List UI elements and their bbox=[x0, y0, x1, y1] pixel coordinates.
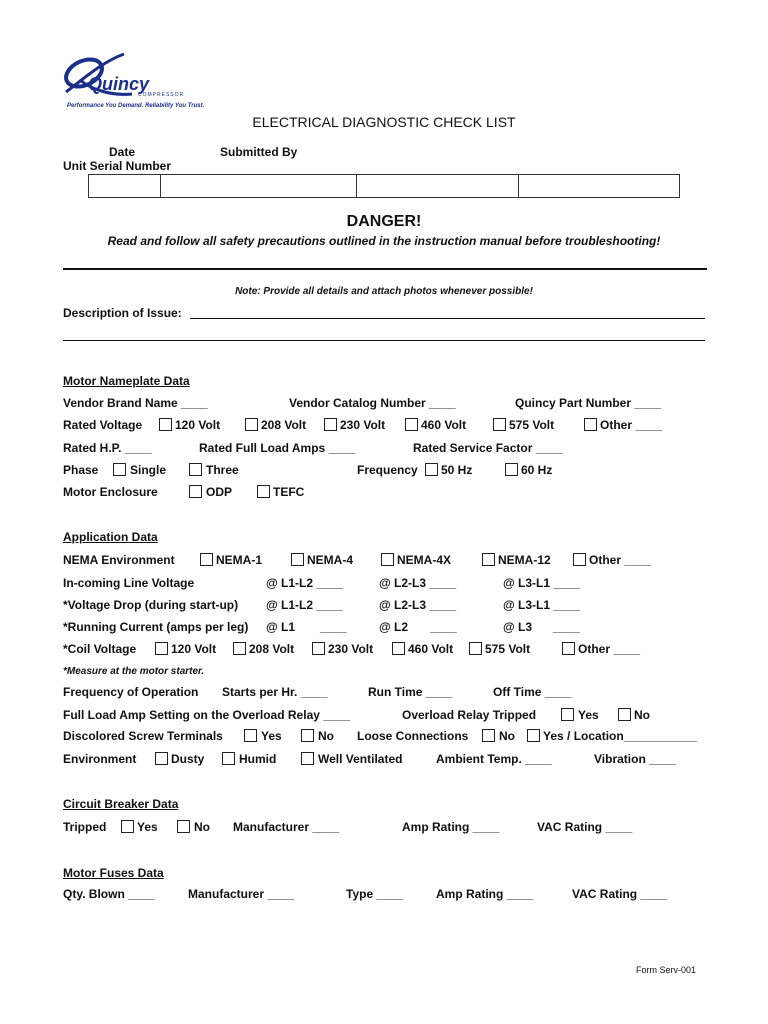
fuses-vac-rating: VAC Rating ____ bbox=[572, 887, 668, 901]
nema4-label: NEMA-4 bbox=[307, 553, 354, 567]
rv-460-checkbox[interactable] bbox=[405, 418, 418, 431]
overload-tripped-label: Overload Relay Tripped bbox=[402, 708, 537, 722]
enclosure-label: Motor Enclosure bbox=[63, 485, 158, 499]
coil-230-label: 230 Volt bbox=[328, 642, 374, 656]
rv-230-checkbox[interactable] bbox=[324, 418, 337, 431]
nema1-checkbox[interactable] bbox=[200, 553, 213, 566]
loose-no-label: No bbox=[499, 729, 515, 743]
vdrop-l2l3: @ L2-L3 ____ bbox=[379, 598, 457, 612]
measure-note: *Measure at the motor starter. bbox=[63, 666, 205, 677]
submitted-by-label: Submitted By bbox=[220, 145, 298, 159]
nema1-label: NEMA-1 bbox=[216, 553, 263, 567]
description-line-2[interactable] bbox=[63, 340, 705, 341]
coil-208-checkbox[interactable] bbox=[233, 642, 246, 655]
running-l3-blank: ____ bbox=[553, 620, 580, 634]
fuses-amp-rating: Amp Rating ____ bbox=[436, 887, 534, 901]
brand-sub: COMPRESSOR bbox=[138, 92, 185, 98]
running-l2-blank: ____ bbox=[430, 620, 457, 634]
rv-575-label: 575 Volt bbox=[509, 418, 555, 432]
off-time: Off Time ____ bbox=[493, 685, 572, 699]
cb-manufacturer: Manufacturer ____ bbox=[233, 820, 340, 834]
rv-460-label: 460 Volt bbox=[421, 418, 467, 432]
discolored-label: Discolored Screw Terminals bbox=[63, 729, 223, 743]
running-l3: @ L3 bbox=[503, 620, 533, 634]
rv-120-checkbox[interactable] bbox=[159, 418, 172, 431]
rv-other-checkbox[interactable] bbox=[584, 418, 597, 431]
coil-575-label: 575 Volt bbox=[485, 642, 531, 656]
vdrop-l3l1: @ L3-L1 ____ bbox=[503, 598, 581, 612]
application-heading: Application Data bbox=[63, 530, 158, 544]
discolored-yes-label: Yes bbox=[261, 729, 282, 743]
running-l1: @ L1 bbox=[266, 620, 296, 634]
cb-amp-rating: Amp Rating ____ bbox=[402, 820, 500, 834]
freq-60-label: 60 Hz bbox=[521, 463, 553, 477]
nema12-label: NEMA-12 bbox=[498, 553, 551, 567]
overload-yes-checkbox[interactable] bbox=[561, 708, 574, 721]
nema4-checkbox[interactable] bbox=[291, 553, 304, 566]
env-ventilated-label: Well Ventilated bbox=[318, 752, 403, 766]
circuit-breaker-heading: Circuit Breaker Data bbox=[63, 797, 179, 811]
loose-no-checkbox[interactable] bbox=[482, 729, 495, 742]
divider bbox=[63, 268, 707, 270]
overload-no-checkbox[interactable] bbox=[618, 708, 631, 721]
env-dusty-label: Dusty bbox=[171, 752, 205, 766]
freq-50-label: 50 Hz bbox=[441, 463, 473, 477]
coil-208-label: 208 Volt bbox=[249, 642, 295, 656]
danger-title: DANGER! bbox=[346, 213, 422, 230]
env-humid-checkbox[interactable] bbox=[222, 752, 235, 765]
run-time: Run Time ____ bbox=[368, 685, 453, 699]
cb-tripped-label: Tripped bbox=[63, 820, 107, 834]
coil-460-checkbox[interactable] bbox=[392, 642, 405, 655]
rv-120-label: 120 Volt bbox=[175, 418, 221, 432]
coil-120-label: 120 Volt bbox=[171, 642, 217, 656]
phase-single-checkbox[interactable] bbox=[113, 463, 126, 476]
fuses-type: Type ____ bbox=[346, 887, 404, 901]
nema-env-label: NEMA Environment bbox=[63, 553, 175, 567]
enclosure-tefc-label: TEFC bbox=[273, 485, 305, 499]
fla-setting: Full Load Amp Setting on the Overload Relay ____ bbox=[63, 708, 350, 722]
motor-fuses-heading: Motor Fuses Data bbox=[63, 866, 164, 880]
motor-nameplate-heading: Motor Nameplate Data bbox=[63, 374, 190, 388]
note: Note: Provide all details and attach photos whenever possible! bbox=[235, 286, 533, 297]
fuses-qty-blown: Qty. Blown ____ bbox=[63, 887, 155, 901]
phase-three-checkbox[interactable] bbox=[189, 463, 202, 476]
discolored-yes-checkbox[interactable] bbox=[244, 729, 257, 742]
env-humid-label: Humid bbox=[239, 752, 277, 766]
rated-voltage-label: Rated Voltage bbox=[63, 418, 143, 432]
frequency-label: Frequency bbox=[357, 463, 418, 477]
form-number: Form Serv-001 bbox=[636, 965, 697, 975]
freq-op-label: Frequency of Operation bbox=[63, 685, 199, 699]
coil-label: *Coil Voltage bbox=[63, 642, 137, 656]
cb-vac-rating: VAC Rating ____ bbox=[537, 820, 633, 834]
unit-serial-label: Unit Serial Number bbox=[63, 159, 172, 173]
running-l1-blank: ____ bbox=[320, 620, 347, 634]
coil-460-label: 460 Volt bbox=[408, 642, 454, 656]
running-l2: @ L2 bbox=[379, 620, 409, 634]
rated-fla: Rated Full Load Amps ____ bbox=[199, 441, 356, 455]
cb-no-checkbox[interactable] bbox=[177, 820, 190, 833]
overload-yes-label: Yes bbox=[578, 708, 599, 722]
phase-three-label: Three bbox=[206, 463, 239, 477]
overload-no-label: No bbox=[634, 708, 650, 722]
coil-other-label: Other ____ bbox=[578, 642, 641, 656]
nema-other-checkbox[interactable] bbox=[573, 553, 586, 566]
quincy-part: Quincy Part Number ____ bbox=[515, 396, 662, 410]
date-label: Date bbox=[109, 145, 136, 159]
vdrop-label: *Voltage Drop (during start-up) bbox=[63, 598, 239, 612]
header-fields-table bbox=[88, 174, 680, 198]
loose-yes-location: Yes / Location___________ bbox=[543, 729, 698, 743]
enclosure-odp-label: ODP bbox=[206, 485, 233, 499]
environment-label: Environment bbox=[63, 752, 137, 766]
submitted-by-field[interactable] bbox=[161, 175, 357, 197]
tagline: Performance You Demand. Reliability You Trust. bbox=[67, 103, 205, 109]
rated-sf: Rated Service Factor ____ bbox=[413, 441, 563, 455]
loose-label: Loose Connections bbox=[357, 729, 469, 743]
extra-field[interactable] bbox=[519, 175, 679, 197]
discolored-no-checkbox[interactable] bbox=[301, 729, 314, 742]
date-field[interactable] bbox=[89, 175, 161, 197]
unit-serial-field[interactable] bbox=[357, 175, 518, 197]
brand-name: Quincy bbox=[88, 74, 150, 94]
coil-120-checkbox[interactable] bbox=[155, 642, 168, 655]
incoming-label: In-coming Line Voltage bbox=[63, 576, 195, 590]
enclosure-tefc-checkbox[interactable] bbox=[257, 485, 270, 498]
enclosure-odp-checkbox[interactable] bbox=[189, 485, 202, 498]
starts-per-hr: Starts per Hr. ____ bbox=[222, 685, 328, 699]
freq-50-checkbox[interactable] bbox=[425, 463, 438, 476]
rated-hp: Rated H.P. ____ bbox=[63, 441, 152, 455]
rv-230-label: 230 Volt bbox=[340, 418, 386, 432]
running-label: *Running Current (amps per leg) bbox=[63, 620, 249, 634]
nema-other-label: Other ____ bbox=[589, 553, 652, 567]
rv-575-checkbox[interactable] bbox=[493, 418, 506, 431]
incoming-l1l2: @ L1-L2 ____ bbox=[266, 576, 344, 590]
env-ventilated-checkbox[interactable] bbox=[301, 752, 314, 765]
cb-yes-label: Yes bbox=[137, 820, 158, 834]
vendor-catalog: Vendor Catalog Number ____ bbox=[289, 396, 456, 410]
fuses-manufacturer: Manufacturer ____ bbox=[188, 887, 295, 901]
rv-208-checkbox[interactable] bbox=[245, 418, 258, 431]
coil-575-checkbox[interactable] bbox=[469, 642, 482, 655]
vdrop-l1l2: @ L1-L2 ____ bbox=[266, 598, 344, 612]
discolored-no-label: No bbox=[318, 729, 334, 743]
phase-label: Phase bbox=[63, 463, 99, 477]
phase-single-label: Single bbox=[130, 463, 167, 477]
cb-yes-checkbox[interactable] bbox=[121, 820, 134, 833]
loose-yes-checkbox[interactable] bbox=[527, 729, 540, 742]
coil-230-checkbox[interactable] bbox=[312, 642, 325, 655]
danger-text: Read and follow all safety precautions outlined in the instruction manual before troubleshooting! bbox=[107, 234, 661, 248]
rv-other-label: Other ____ bbox=[600, 418, 663, 432]
page-title: ELECTRICAL DIAGNOSTIC CHECK LIST bbox=[252, 114, 516, 130]
coil-other-checkbox[interactable] bbox=[562, 642, 575, 655]
vendor-brand: Vendor Brand Name ____ bbox=[63, 396, 208, 410]
incoming-l3l1: @ L3-L1 ____ bbox=[503, 576, 581, 590]
rv-208-label: 208 Volt bbox=[261, 418, 307, 432]
vibration: Vibration ____ bbox=[594, 752, 676, 766]
cb-no-label: No bbox=[194, 820, 210, 834]
description-label: Description of Issue: bbox=[63, 306, 182, 320]
env-dusty-checkbox[interactable] bbox=[155, 752, 168, 765]
freq-60-checkbox[interactable] bbox=[505, 463, 518, 476]
nema4x-label: NEMA-4X bbox=[397, 553, 452, 567]
description-line-1[interactable] bbox=[190, 318, 705, 319]
incoming-l2l3: @ L2-L3 ____ bbox=[379, 576, 457, 590]
nema12-checkbox[interactable] bbox=[482, 553, 495, 566]
nema4x-checkbox[interactable] bbox=[381, 553, 394, 566]
ambient-temp: Ambient Temp. ____ bbox=[436, 752, 552, 766]
